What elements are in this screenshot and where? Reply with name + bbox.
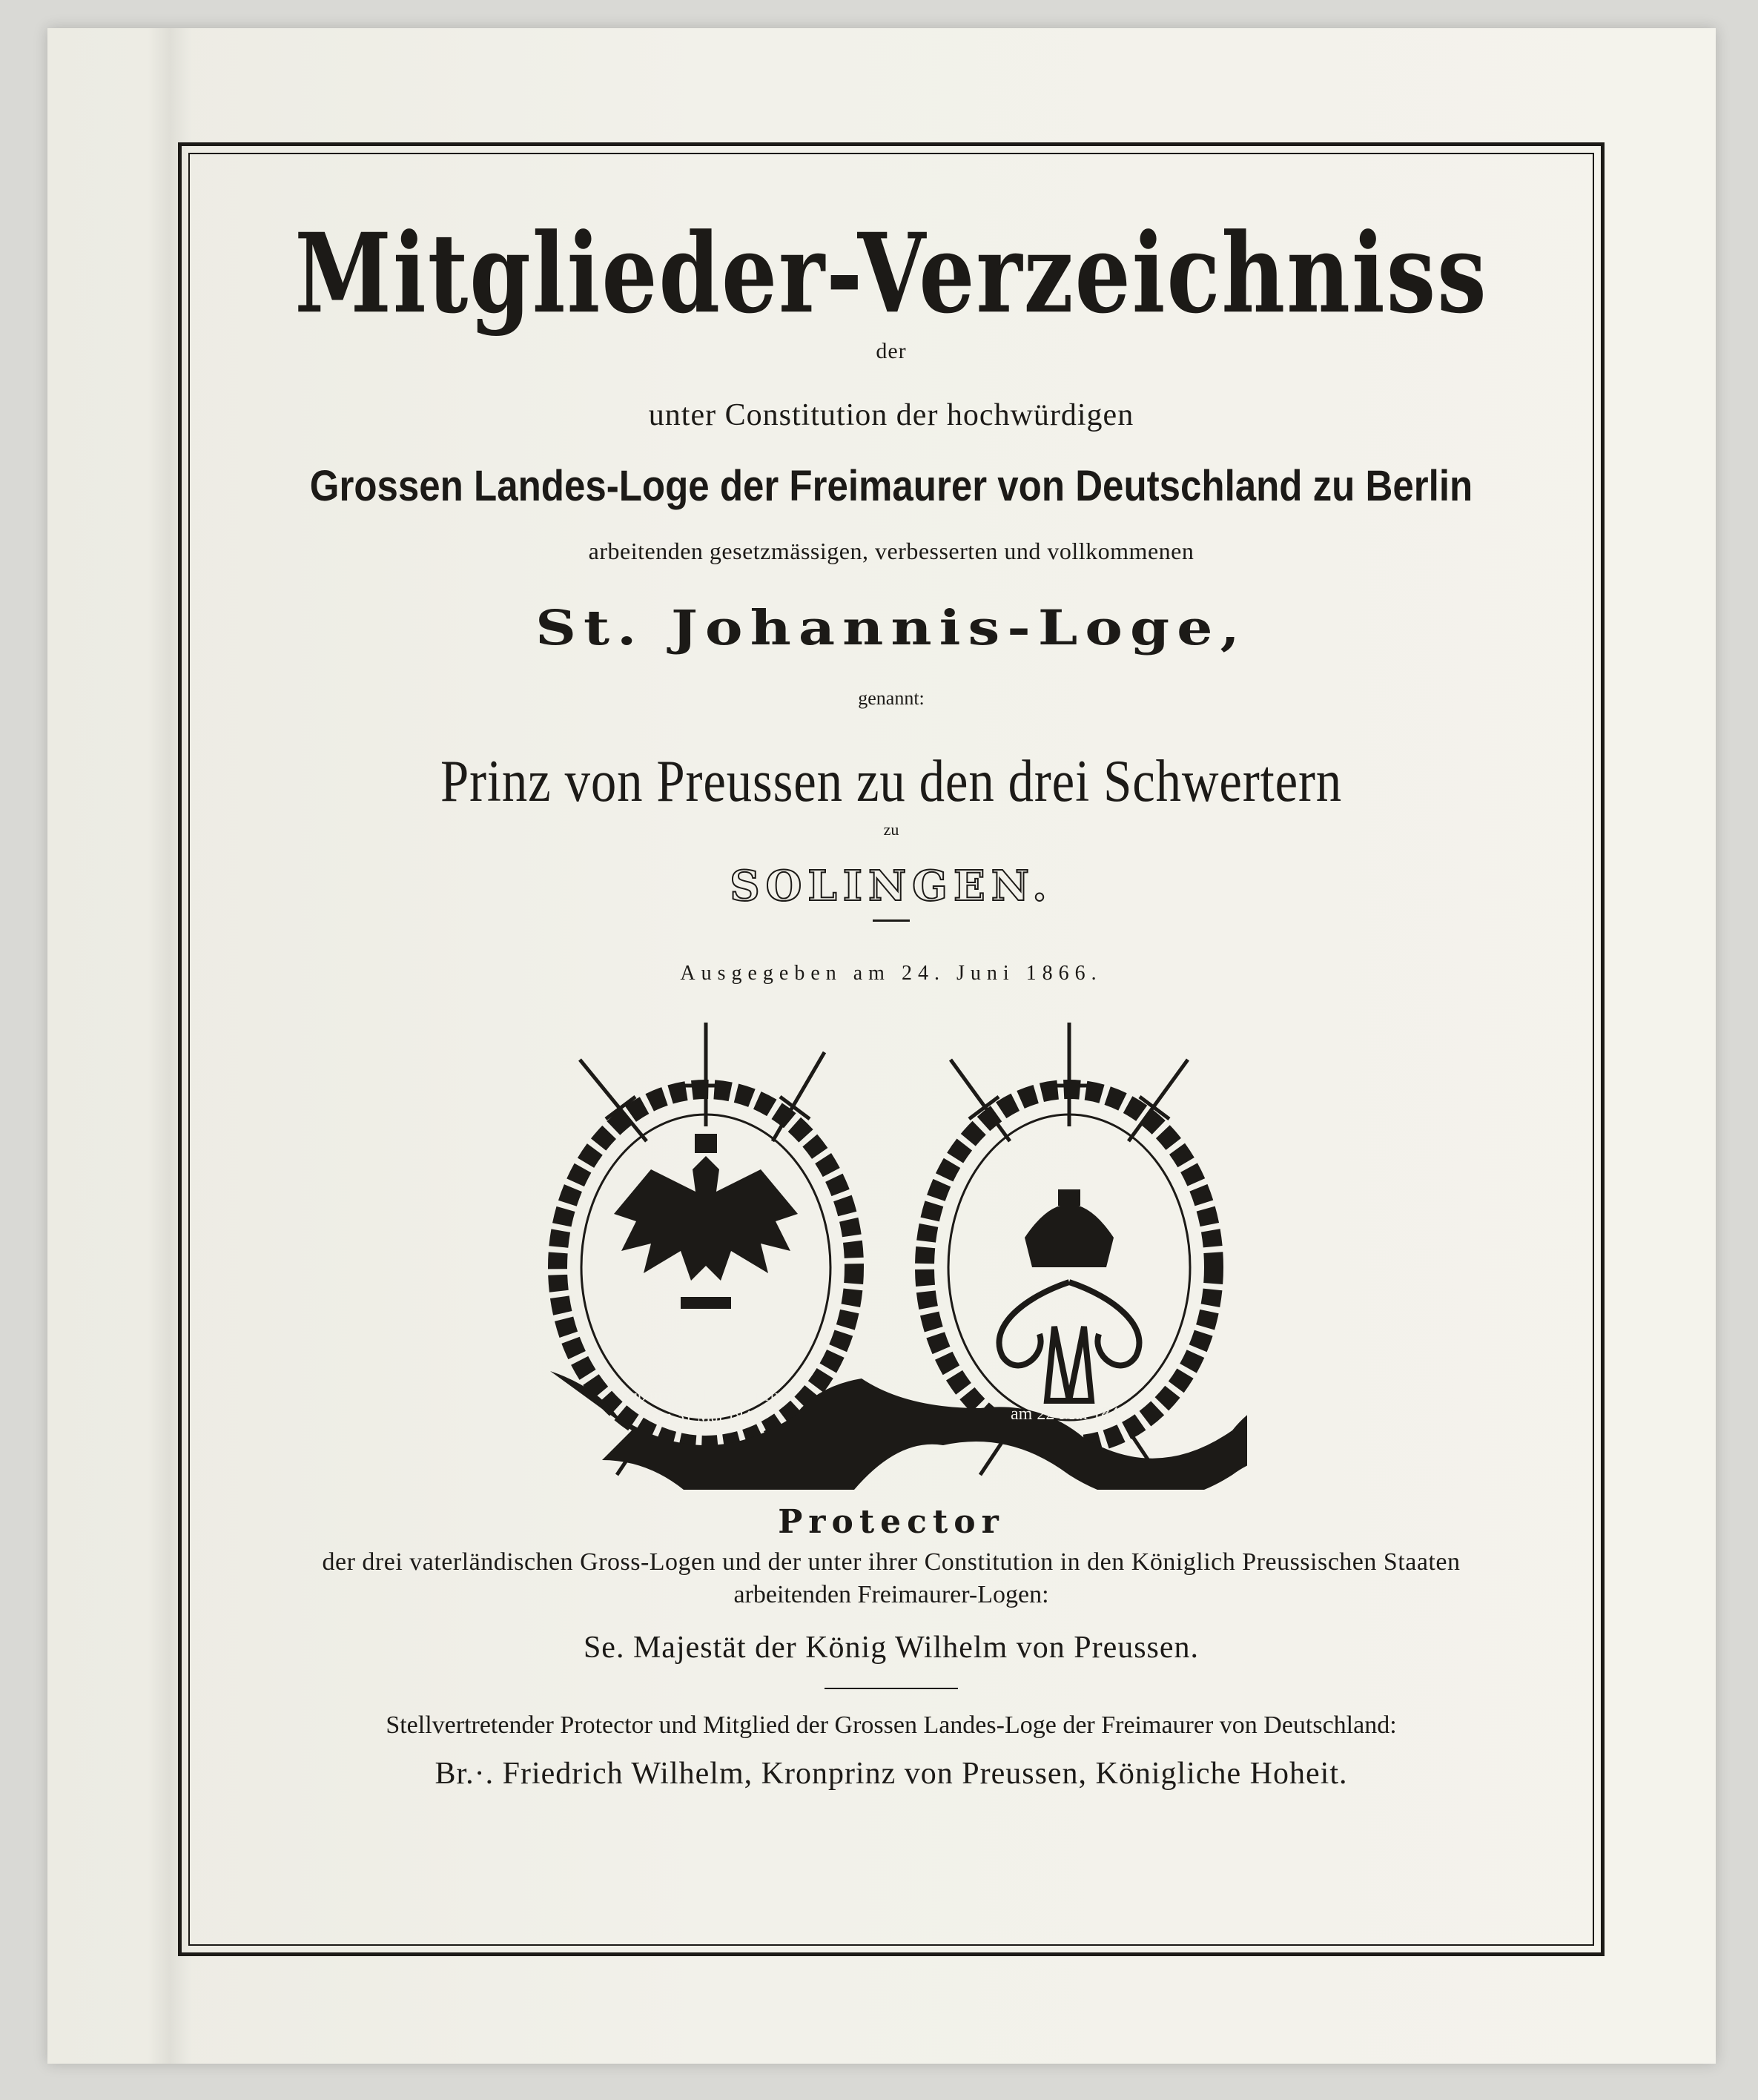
der-line: der [876,339,907,363]
city-name: SOLINGEN. [730,862,1053,911]
left-date: am 31 Mai 1840 [652,1407,760,1425]
right-date: am 22 Mai 1840 [1011,1404,1128,1424]
grand-lodge-line: Grossen Landes-Loge der Freimaurer von Deutschland zu Berlin [309,462,1473,510]
ornament-rule [873,919,910,925]
king-line: Se. Majestät der König Wilhelm von Preussen. [583,1631,1200,1665]
working-line: arbeitenden gesetzmässigen, verbesserten und vollkommenen [588,538,1194,564]
deputy-protector-line: Stellvertretender Protector und Mitglied der Grossen Landes-Loge der Freimaurer von Deutschland: [386,1711,1397,1739]
separator-rule [825,1688,958,1689]
crown-prince-line: Br.·. Friedrich Wilhelm, Kronprinz von Preussen, Königliche Hoheit. [434,1757,1348,1791]
lodge-name: Prinz von Preussen zu den drei Schwertern [440,749,1343,814]
protector-line-2: arbeitenden Freimaurer-Logen: [733,1581,1049,1608]
protector-heading: Protector [778,1503,1005,1541]
left-motto: Sub umbra alarum tuarum [620,1386,792,1404]
crown-icon [1025,1189,1114,1267]
eagle-icon [614,1134,798,1309]
title-page [200,208,1582,1792]
genannt-line: genannt: [858,687,925,709]
protector-line-1: der drei vaterländischen Gross-Logen und der unter ihrer Constitution in den Königlich Preussischen Staaten [322,1548,1461,1576]
zu-line: zu [883,820,899,839]
main-title: Mitglieder-Verzeichniss [294,208,1488,338]
monogram-icon [999,1282,1140,1401]
issue-date: Ausgegeben am 24. Juni 1866. [680,962,1103,985]
lodge-type-heading: St. Johannis-Loge, [535,599,1247,656]
constitution-line: unter Constitution der hochwürdigen [648,398,1134,432]
emblem-seals [535,1015,1247,1490]
